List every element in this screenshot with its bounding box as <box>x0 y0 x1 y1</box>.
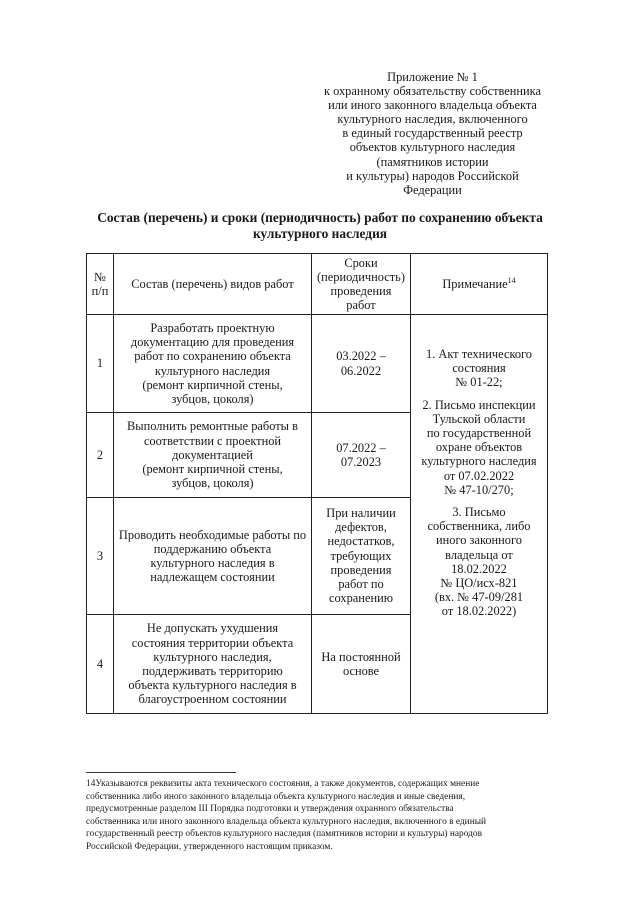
title-line: Состав (перечень) и сроки (периодичность) работ по сохранению объекта <box>97 210 543 225</box>
title-line: культурного наследия <box>252 226 388 241</box>
appendix-line: в единый государственный реестр <box>342 126 523 141</box>
row-terms: На постоянной основе <box>312 615 411 714</box>
row-num: 3 <box>87 498 114 615</box>
row-works: Проводить необходимые работы по поддержанию объекта культурного наследия в надлежащем состоянии <box>114 498 312 615</box>
row-terms: 07.2022 – 07.2023 <box>312 413 411 498</box>
row-num: 1 <box>87 315 114 413</box>
header-num: № п/п <box>87 254 114 315</box>
table-header-row <box>87 254 548 315</box>
footnote-line: Российской Федерации, утвержденного настоящим приказом. <box>86 841 333 852</box>
header-note: Примечание$^{14}$ <box>411 254 548 315</box>
header-works: Состав (перечень) видов работ <box>114 254 312 315</box>
footnote-ref: 14 <box>507 275 516 285</box>
footnote-line: государственный реестр объектов культурного наследия (памятников истории и культуры) народов <box>86 829 483 840</box>
appendix-line: Приложение № 1 <box>387 70 478 84</box>
row-note: 1. Акт технического состояния № 01-22; 2. Письмо инспекции Тульской области по государственной охране объектов культурного наследия от 07.02.2022 № 47-10/270; 3. Письмо собственника, либо иного законного владельца от 18.02.2022 № ЦО/исх-821 (вх. № 47-09/281 от 18.02.2022) <box>411 315 548 714</box>
appendix-line: (памятников истории <box>376 154 489 169</box>
appendix-header <box>300 70 565 197</box>
document-title <box>90 210 550 242</box>
appendix-line: к охранному обязательству собственника <box>323 84 541 99</box>
appendix-line: Федерации <box>403 182 462 197</box>
row-works: Не допускать ухудшения состояния территории объекта культурного наследия, поддерживать территорию объекта культурного наследия в благоустроенном состоянии <box>114 615 312 714</box>
header-terms: Сроки (периодичность) проведения работ <box>312 254 411 315</box>
footnote-line: предусмотренные разделом III Порядка подготовки и утверждения охранного обязательства <box>86 804 454 815</box>
footnote-divider <box>86 772 236 773</box>
row-works: Выполнить ремонтные работы в соответствии с проектной документацией (ремонт кирпичной стены, зубцов, цоколя) <box>114 413 312 498</box>
footnote-line: 14Указываются реквизиты акта технического состояния, а также документов, содержащих мнение <box>86 779 480 789</box>
row-works: Разработать проектную документацию для проведения работ по сохранению объекта культурного наследия (ремонт кирпичной стены, зубцов, цоколя) <box>114 315 312 413</box>
works-table <box>86 253 548 714</box>
row-terms: 03.2022 – 06.2022 <box>312 315 411 413</box>
footnote-line: собственника либо иного законного владельца объекта культурного наследия и иные сведения, <box>86 791 466 802</box>
row-num: 2 <box>87 413 114 498</box>
row-num: 4 <box>87 615 114 714</box>
row-terms: При наличии дефектов, недостатков, требующих проведения работ по сохранению <box>312 498 411 615</box>
footnote-line: собственника или иного законного владельца объекта культурного наследия, включенного в единый <box>86 816 487 827</box>
appendix-line: культурного наследия, включенного <box>337 112 528 127</box>
appendix-line: и культуры) народов Российской <box>346 168 519 183</box>
appendix-line: объектов культурного наследия <box>349 140 516 155</box>
footnote <box>86 778 548 854</box>
table-row <box>87 315 548 413</box>
appendix-line: или иного законного владельца объекта <box>328 98 537 113</box>
